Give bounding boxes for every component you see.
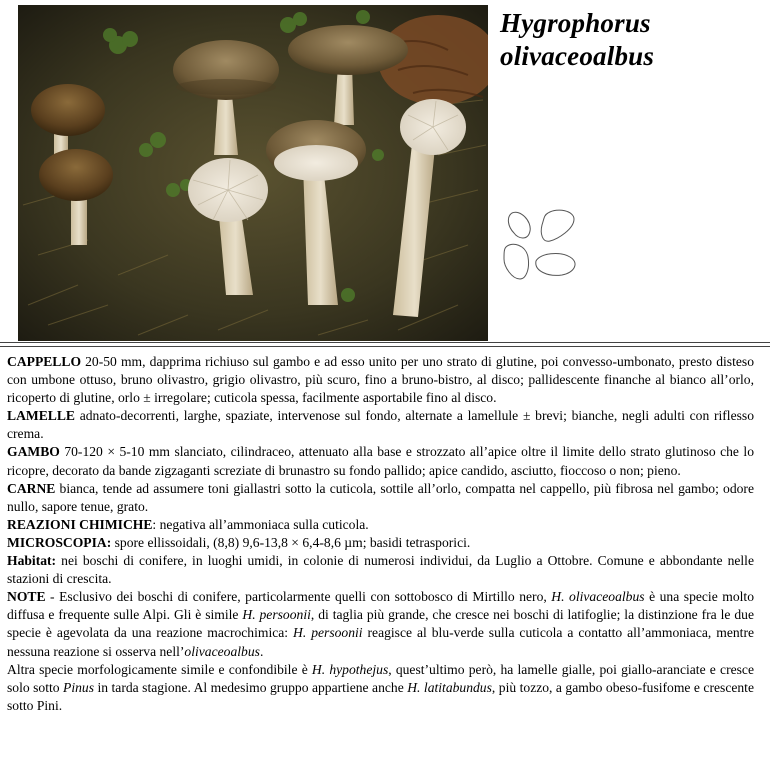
microscopia-text: spore ellissoidali, (8,8) 9,6-13,8 × 6,4-8,6 µm; basidi tetrasporici. — [111, 534, 471, 550]
note-text-5: . — [259, 643, 264, 659]
note-italic-1: H. olivaceoalbus — [551, 589, 645, 605]
spore-drawing-svg — [500, 205, 580, 285]
spore-drawing — [500, 205, 580, 285]
species-title — [500, 7, 765, 73]
species-description — [7, 353, 754, 715]
section-carne — [7, 480, 754, 516]
note-text-3: , di taglia più grande, che cresce nei boschi di latifoglie; la distinzione fra le due specie è agevolata da una reazione macrochimica: — [7, 607, 754, 641]
altra-text-4: , più tozzo, a gambo obeso-fusifome e crescente sotto Pini. — [7, 679, 754, 713]
cappello-label: CAPPELLO — [7, 354, 82, 369]
separator-line-top — [0, 342, 770, 343]
note-label: NOTE — [7, 589, 46, 605]
note-text-4: reagisce al blu-verde sulla cuticola a contatto all’ammoniaca, mentre nessuna reazione si osserva nell’ — [7, 625, 755, 659]
mushroom-photo-svg — [18, 5, 488, 341]
note-italic-3: H. persoonii — [293, 625, 363, 641]
altra-italic-2: Pinus — [63, 679, 95, 695]
spore-4 — [536, 254, 575, 276]
section-gambo — [7, 443, 754, 479]
separator-line-bottom — [0, 346, 770, 347]
section-cappello — [7, 353, 754, 407]
section-habitat — [7, 552, 754, 588]
species-title-line2: olivaceoalbus — [500, 41, 655, 71]
microscopia-label: MICROSCOPIA: — [7, 534, 112, 550]
gambo-label: GAMBO — [7, 444, 60, 460]
carne-text: bianca, tende ad assumere toni giallastri sotto la cuticola, sottile all’orlo, compatta nel cappello, più fibrosa nel gambo; odore nullo, sapore tenue, grato. — [7, 480, 754, 514]
altra-text-1: Altra specie morfologicamente simile e confondibile è — [7, 661, 312, 677]
section-altra — [7, 661, 754, 715]
altra-italic-1: H. hypothejus — [311, 661, 389, 677]
note-italic-2: H. persoonii — [242, 607, 311, 623]
note-italic-4: olivaceoalbus — [184, 643, 260, 659]
altra-italic-3: H. latitabundus — [407, 679, 492, 695]
mushroom-photo — [18, 5, 488, 341]
reazioni-text: : negativa all’ammoniaca sulla cuticola. — [152, 516, 369, 532]
reazioni-label: REAZIONI CHIMICHE — [7, 516, 153, 532]
note-text-1: - Esclusivo dei boschi di conifere, particolarmente quelli con sottobosco di Mirtillo nero, — [45, 589, 552, 605]
lamelle-label: LAMELLE — [7, 408, 75, 424]
lamelle-text: adnato-decorrenti, larghe, spaziate, intervenose sul fondo, alternate a lamellule ± brevi; bianche, negli adulti con riflesso crema. — [7, 408, 754, 442]
gambo-text: 70-120 × 5-10 mm slanciato, cilindraceo, attenuato alla base e strozzato all’apice oltre il limite dello strato glutinoso che lo ricopre, decorato da bande zigzaganti screziate di brunastro su fondo pallido; apice candido, asciutto, fioccoso o non; pieno. — [7, 444, 754, 478]
carne-label: CARNE — [7, 480, 56, 496]
species-title-line1: Hygrophorus — [500, 8, 651, 38]
section-microscopia — [7, 534, 754, 552]
spore-1 — [508, 212, 530, 238]
habitat-text: nei boschi di conifere, in luoghi umidi, in colonie di numerosi individui, da Luglio a Ottobre. Comune e abbondante nelle stazioni di crescita. — [7, 553, 754, 587]
altra-text-3: in tarda stagione. Al medesimo gruppo appartiene anche — [94, 679, 408, 695]
cappello-text: 20-50 mm, dapprima richiuso sul gambo e ad esso unito per uno strato di glutine, poi convesso-umbonato, presto disteso con umbone ottuso, bruno olivastro, grigio olivastro, più scuro, fino a bruno-bistro, al disco; pallidescente finanche al bianco all’orlo, ricoperto di glutine, orlo ± irregolare; cuticola spessa, facilmente asportabile fino al disco. — [7, 354, 754, 406]
section-reazioni — [7, 516, 754, 534]
altra-text-2: , quest’ultimo però, ha lamelle gialle, poi giallo-aranciate e cresce solo sotto — [7, 661, 754, 695]
section-lamelle — [7, 407, 754, 443]
habitat-label: Habitat: — [7, 553, 57, 569]
spore-2 — [541, 210, 574, 241]
section-note — [7, 588, 754, 660]
spore-3 — [504, 244, 529, 279]
note-text-2: è una specie molto diffusa e frequente sulle Alpi. Gli è simile — [7, 589, 754, 623]
